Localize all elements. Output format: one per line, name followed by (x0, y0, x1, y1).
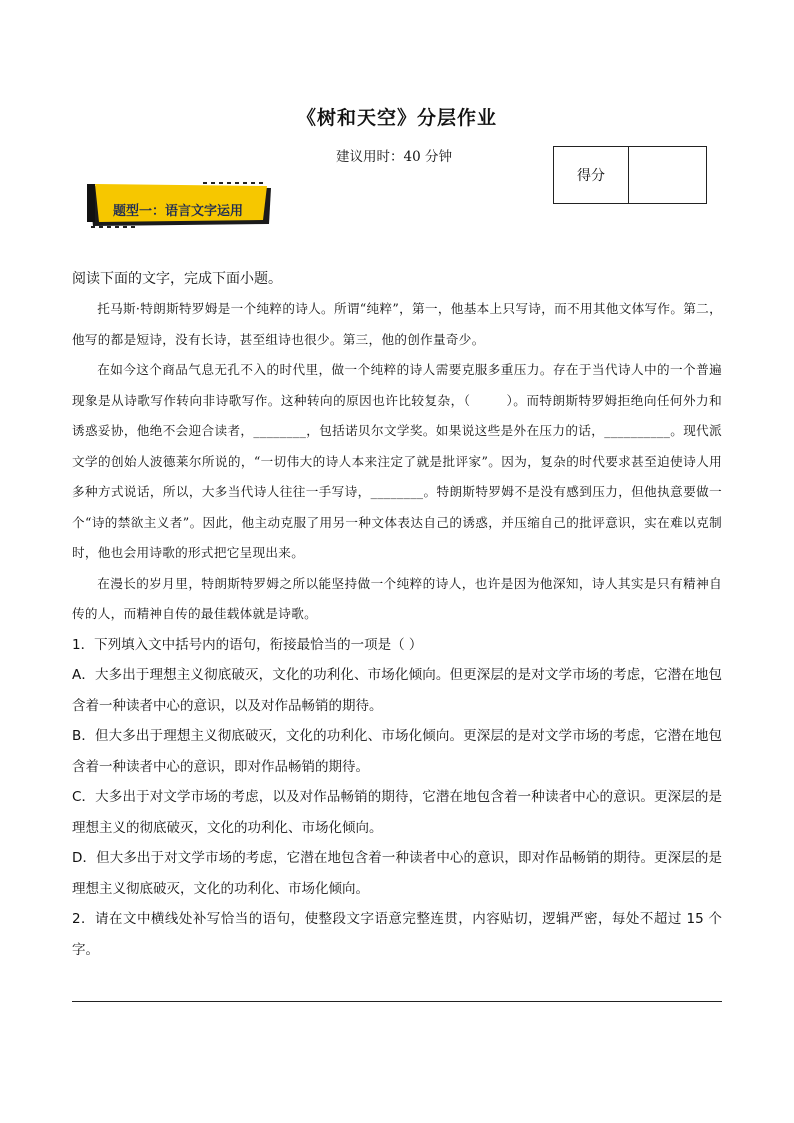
reading-instruction: 阅读下面的文字，完成下面小题。 (72, 271, 282, 287)
passage-paragraph-2 (72, 355, 722, 569)
passage-text: 。特朗斯特罗姆不是没有感到压力，但他执意要做一个“诗的禁欲主义者”。因此，他主动克服了用另一种文体表达自己的诱惑，并压缩自己的批评意识，实在难以克制时，他也会用诗歌的形式把它呈现出来。 (72, 484, 722, 560)
passage-paragraph-1: 托马斯·特朗斯特罗姆是一个纯粹的诗人。所谓“纯粹”，第一，他基本上只写诗，而不用其他文体写作。第二，他写的都是短诗，没有长诗，甚至组诗也很少。第三，他的创作量奇少。 (72, 301, 722, 347)
passage-text: 。现代派文学的创始人波德莱尔所说的，“一切伟大的诗人本来注定了就是批评家”。因为，复杂的时代要求甚至迫使诗人用多种方式说话，所以，大多当代诗人往往一手写诗， (72, 423, 723, 499)
suggested-time-text: 建议用时：40 分钟 (336, 149, 452, 165)
document-title: 《树和天空》分层作业 (296, 107, 497, 129)
option-b: B．但大多出于理想主义彻底破灭，文化的功利化、市场化倾向。更深层的是对文学市场的考虑，它潜在地包含着一种读者中心的意识，即对作品畅销的期待。 (72, 728, 722, 775)
answer-line (72, 1001, 722, 1002)
passage-text: 在如今这个商品气息无孔不入的时代里，做一个纯粹的诗人需要克服多重压力。存在于当代诗人中的一个普遍现象是从诗歌写作转向非诗歌写作。这种转向的原因也许比较复杂，（ (72, 362, 722, 408)
content (72, 264, 722, 965)
score-label: 得分 (554, 147, 629, 203)
score-box (553, 146, 707, 204)
fill-blank-2: __________ (604, 423, 671, 438)
score-value-cell (629, 147, 706, 203)
fill-blank-3: ________ (370, 484, 424, 499)
passage-text: ）。而特朗斯特罗姆拒绝向任何外力和诱惑妥协，他绝不会迎合读者， (72, 392, 722, 438)
option-a: A．大多出于理想主义彻底破灭，文化的功利化、市场化倾向。但更深层的是对文学市场的考虑，它潜在地包含着一种读者中心的意识，以及对作品畅销的期待。 (72, 667, 722, 714)
option-d: D．但大多出于对文学市场的考虑，它潜在地包含着一种读者中心的意识，即对作品畅销的期待。更深层的是理想主义彻底破灭，文化的功利化、市场化倾向。 (72, 850, 722, 897)
section-badge (85, 180, 275, 230)
passage-text: ，包括诺贝尔文学奖。如果说这些是外在压力的话， (306, 423, 605, 438)
fill-blank-1: ________ (253, 423, 307, 438)
passage-paragraph-3: 在漫长的岁月里，特朗斯特罗姆之所以能坚持做一个纯粹的诗人，也许是因为他深知，诗人其实是只有精神自传的人，而精神自传的最佳载体就是诗歌。 (72, 575, 722, 621)
question-2: 2．请在文中横线处补写恰当的语句，使整段文字语意完整连贯，内容贴切，逻辑严密，每处不超过 15 个字。 (72, 911, 722, 958)
option-c: C．大多出于对文学市场的考虑，以及对作品畅销的期待，它潜在地包含着一种读者中心的意识。更深层的是理想主义的彻底破灭，文化的功利化、市场化倾向。 (72, 789, 722, 836)
section-label: 题型一：语言文字运用 (113, 204, 244, 219)
question-1: 1．下列填入文中括号内的语句，衔接最恰当的一项是（ ） (72, 636, 423, 653)
passage (72, 294, 722, 630)
